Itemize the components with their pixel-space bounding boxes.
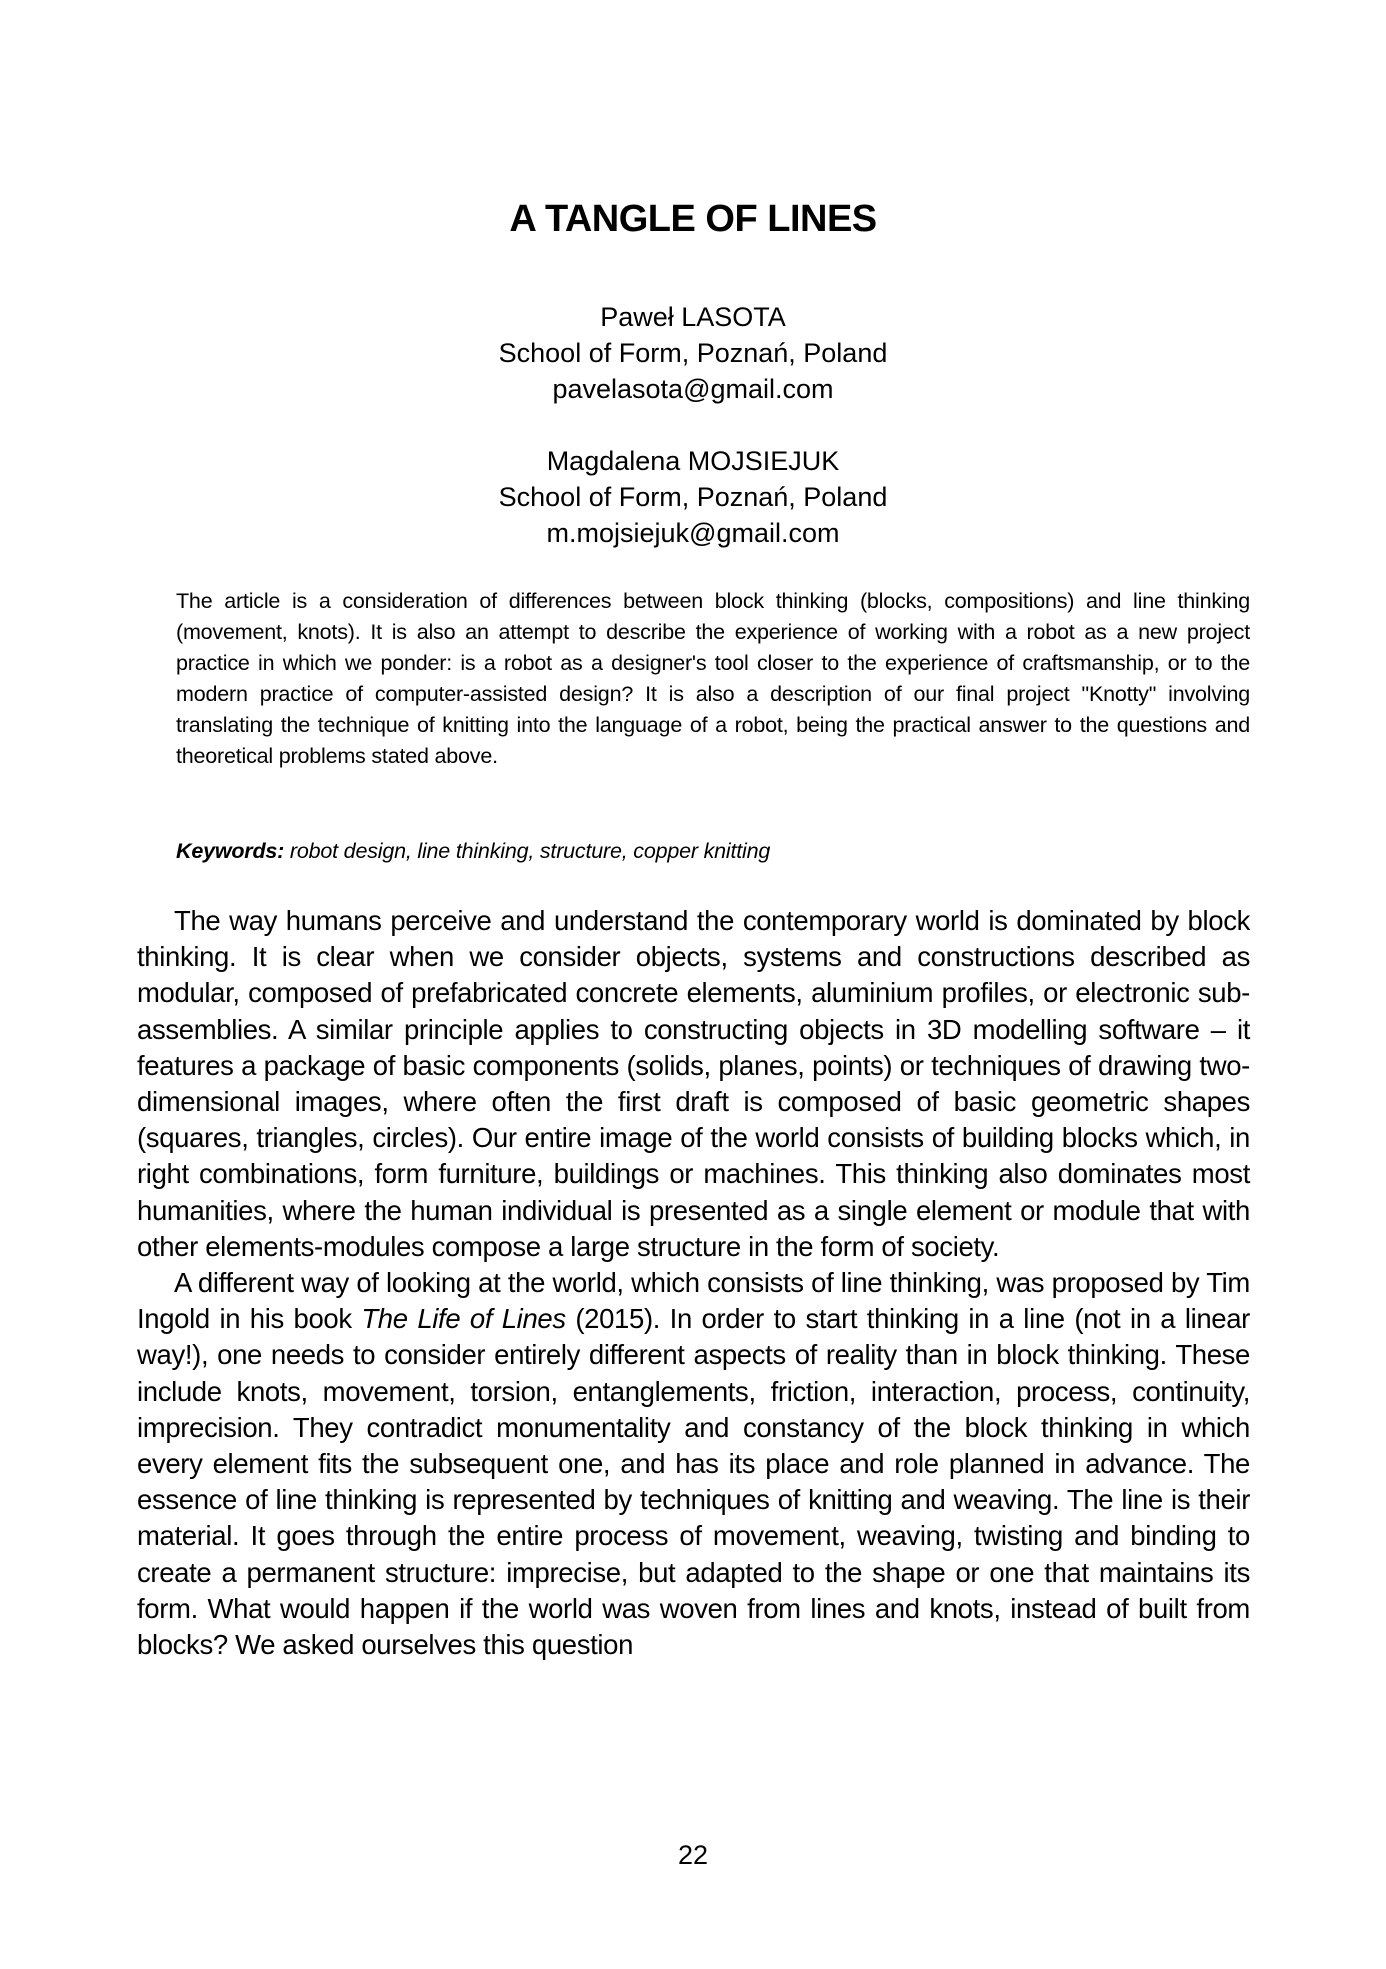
author-name: Magdalena MOJSIEJUK [546, 446, 840, 476]
author-block [0, 299, 1386, 407]
author-block [0, 443, 1386, 551]
abstract: The article is a consideration of differences between block thinking (blocks, compositions) and line thinking (movement, knots). It is also an attempt to describe the experience of working with a robot as a new project practice in which we ponder: is a robot as a designer's tool closer to the experience of craftsmanship, or to the modern practice of computer-assisted design? It is also a description of our final project "Knotty" involving translating the technique of knitting into the language of a robot, being the practical answer to the questions and theoretical problems stated above. [176, 589, 1250, 768]
book-title: The Life of Lines [361, 1303, 566, 1335]
author-name: Paweł LASOTA [600, 302, 786, 332]
article-title: A TANGLE OF LINES [509, 198, 877, 240]
author-affiliation: School of Form, Poznań, Poland [498, 482, 888, 512]
page-number: 22 [677, 1840, 709, 1870]
body-paragraph: The way humans perceive and understand the contemporary world is dominated by block thinking. It is clear when we consider objects, systems and constructions described as modular, composed of prefabricated concrete elements, aluminium profiles, or electronic sub-assemblies. A similar principle applies to constructing objects in 3D modelling software – it features a package of basic components (solids, planes, points) or techniques of drawing two-dimensional images, where often the first draft is composed of basic geometric shapes (squares, triangles, circles). Our entire image of the world consists of building blocks which, in right combinations, form furniture, buildings or machines. This thinking also dominates most humanities, where the human individual is presented as a single element or module that with other elements-modules compose a large structure in the form of society. [137, 905, 1250, 1262]
keywords [176, 836, 1250, 867]
author-affiliation: School of Form, Poznań, Poland [498, 338, 888, 368]
body-paragraph [137, 1265, 1250, 1663]
keywords-label: Keywords: [176, 839, 285, 863]
keywords-values: robot design, line thinking, structure, copper knitting [289, 839, 771, 863]
paragraph-text: (2015). In order to start thinking in a line (not in a linear way!), one needs to consider entirely different aspects of reality than in block thinking. These include knots, movement, torsion, entanglements, friction, interaction, process, continuity, imprecision. They contradict monumentality and constancy of the block thinking in which every element fits the subsequent one, and has its place and role planned in advance. The essence of line thinking is represented by techniques of knitting and weaving. The line is their material. It goes through the entire process of movement, weaving, twisting and binding to create a permanent structure: imprecise, but adapted to the shape or one that maintains its form. What would happen if the world was woven from lines and knots, instead of built from blocks? We asked ourselves this question [137, 1303, 1250, 1661]
author-email[interactable]: pavelasota@gmail.com [552, 374, 834, 404]
paragraph-text: A different way of looking at the world, which consists of line thinking, was proposed by Tim Ingold in his book [137, 1267, 1250, 1335]
author-email[interactable]: m.mojsiejuk@gmail.com [546, 518, 840, 548]
body-text [137, 903, 1250, 1663]
